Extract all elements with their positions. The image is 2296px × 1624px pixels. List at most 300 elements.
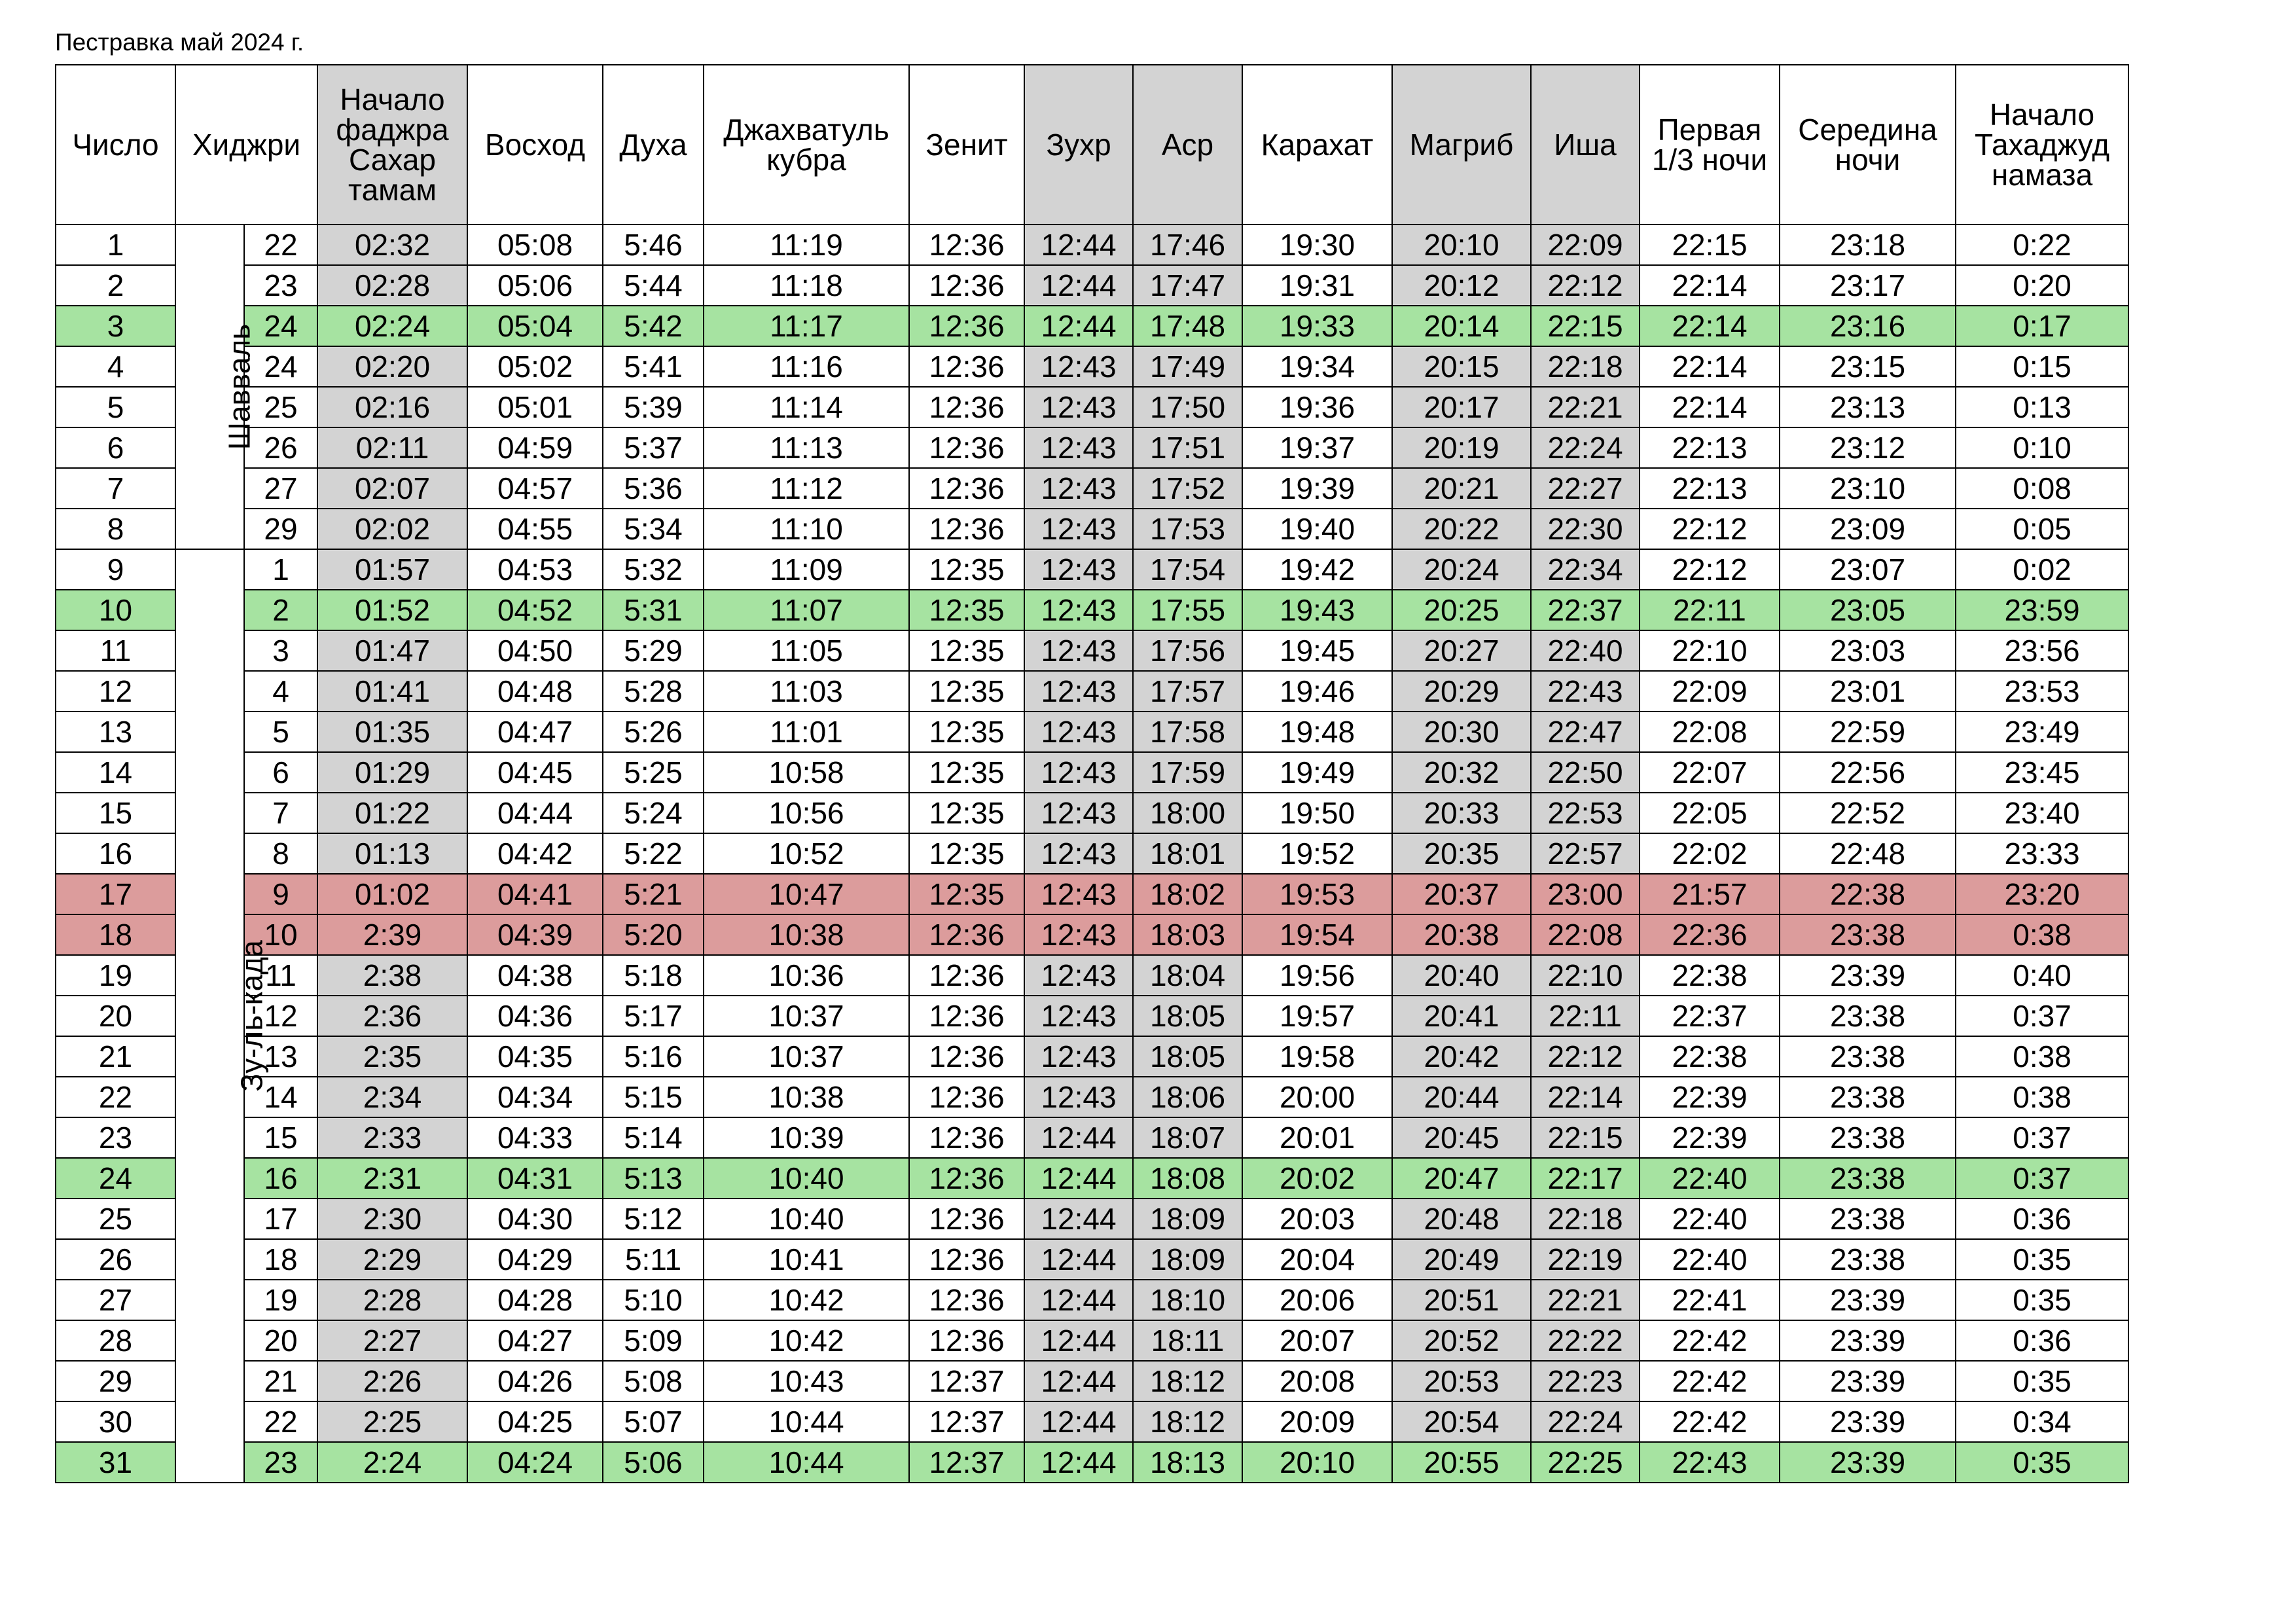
cell-duha: 5:20 [603, 914, 704, 955]
cell-zuhr: 12:44 [1024, 1442, 1133, 1483]
cell-hijri: 24 [244, 306, 317, 346]
cell-zenith: 12:36 [909, 1117, 1024, 1158]
table-row [56, 1117, 2128, 1158]
cell-midnight: 23:39 [1780, 1361, 1956, 1401]
cell-midnight: 23:39 [1780, 1280, 1956, 1320]
cell-duha: 5:21 [603, 874, 704, 914]
cell-fajr: 2:26 [317, 1361, 467, 1401]
cell-day: 8 [56, 509, 175, 549]
table-body [56, 225, 2128, 1483]
cell-sunrise: 04:53 [467, 549, 603, 590]
cell-hijri: 5 [244, 712, 317, 752]
cell-dzhahvatul: 10:39 [704, 1117, 909, 1158]
cell-first-third: 22:12 [1640, 549, 1780, 590]
cell-karahat: 19:45 [1242, 630, 1392, 671]
cell-midnight: 23:38 [1780, 1077, 1956, 1117]
header-row [56, 65, 2128, 225]
cell-zenith: 12:35 [909, 793, 1024, 833]
cell-karahat: 19:52 [1242, 833, 1392, 874]
cell-maghrib: 20:30 [1392, 712, 1531, 752]
cell-duha: 5:24 [603, 793, 704, 833]
cell-midnight: 22:48 [1780, 833, 1956, 874]
cell-fajr: 01:13 [317, 833, 467, 874]
cell-zuhr: 12:43 [1024, 874, 1133, 914]
cell-tahajjud: 0:22 [1956, 225, 2128, 265]
cell-duha: 5:26 [603, 712, 704, 752]
cell-midnight: 22:56 [1780, 752, 1956, 793]
cell-zenith: 12:35 [909, 630, 1024, 671]
table-row [56, 225, 2128, 265]
cell-tahajjud: 0:08 [1956, 468, 2128, 509]
cell-day: 17 [56, 874, 175, 914]
cell-dzhahvatul: 10:37 [704, 1036, 909, 1077]
cell-first-third: 22:42 [1640, 1361, 1780, 1401]
cell-hijri: 26 [244, 427, 317, 468]
cell-duha: 5:41 [603, 346, 704, 387]
cell-hijri: 25 [244, 387, 317, 427]
cell-isha: 22:37 [1531, 590, 1640, 630]
cell-zuhr: 12:43 [1024, 387, 1133, 427]
cell-duha: 5:17 [603, 996, 704, 1036]
cell-hijri: 21 [244, 1361, 317, 1401]
cell-tahajjud: 0:02 [1956, 549, 2128, 590]
table-row [56, 712, 2128, 752]
cell-dzhahvatul: 10:41 [704, 1239, 909, 1280]
cell-zuhr: 12:44 [1024, 1117, 1133, 1158]
cell-tahajjud: 0:37 [1956, 1117, 2128, 1158]
cell-dzhahvatul: 11:09 [704, 549, 909, 590]
cell-sunrise: 04:33 [467, 1117, 603, 1158]
hijri-month-name: Зу-ль-када [234, 940, 269, 1092]
cell-first-third: 22:13 [1640, 468, 1780, 509]
cell-karahat: 20:06 [1242, 1280, 1392, 1320]
cell-tahajjud: 0:35 [1956, 1442, 2128, 1483]
cell-fajr: 2:30 [317, 1199, 467, 1239]
hijri-month-cell [175, 549, 269, 1483]
cell-karahat: 19:46 [1242, 671, 1392, 712]
cell-dzhahvatul: 10:44 [704, 1442, 909, 1483]
cell-maghrib: 20:12 [1392, 265, 1531, 306]
cell-isha: 22:14 [1531, 1077, 1640, 1117]
cell-asr: 18:05 [1133, 996, 1242, 1036]
header-sunrise: Восход [467, 65, 603, 225]
cell-isha: 23:00 [1531, 874, 1640, 914]
cell-midnight: 22:52 [1780, 793, 1956, 833]
cell-first-third: 22:36 [1640, 914, 1780, 955]
cell-duha: 5:44 [603, 265, 704, 306]
cell-tahajjud: 0:36 [1956, 1199, 2128, 1239]
cell-isha: 22:34 [1531, 549, 1640, 590]
table-row [56, 1401, 2128, 1442]
cell-tahajjud: 0:35 [1956, 1239, 2128, 1280]
cell-zuhr: 12:43 [1024, 914, 1133, 955]
cell-hijri: 7 [244, 793, 317, 833]
table-row [56, 996, 2128, 1036]
cell-fajr: 01:02 [317, 874, 467, 914]
cell-fajr: 02:02 [317, 509, 467, 549]
cell-isha: 22:57 [1531, 833, 1640, 874]
cell-duha: 5:10 [603, 1280, 704, 1320]
cell-isha: 22:25 [1531, 1442, 1640, 1483]
cell-day: 24 [56, 1158, 175, 1199]
cell-karahat: 19:30 [1242, 225, 1392, 265]
cell-tahajjud: 0:38 [1956, 1036, 2128, 1077]
cell-maghrib: 20:45 [1392, 1117, 1531, 1158]
cell-tahajjud: 0:37 [1956, 996, 2128, 1036]
cell-fajr: 2:39 [317, 914, 467, 955]
cell-day: 15 [56, 793, 175, 833]
cell-maghrib: 20:33 [1392, 793, 1531, 833]
cell-midnight: 23:03 [1780, 630, 1956, 671]
cell-karahat: 20:04 [1242, 1239, 1392, 1280]
table-row [56, 914, 2128, 955]
cell-sunrise: 04:26 [467, 1361, 603, 1401]
cell-sunrise: 04:44 [467, 793, 603, 833]
cell-maghrib: 20:19 [1392, 427, 1531, 468]
cell-isha: 22:30 [1531, 509, 1640, 549]
cell-tahajjud: 23:59 [1956, 590, 2128, 630]
header-zenith: Зенит [909, 65, 1024, 225]
cell-isha: 22:09 [1531, 225, 1640, 265]
cell-karahat: 19:36 [1242, 387, 1392, 427]
table-row [56, 1320, 2128, 1361]
cell-day: 23 [56, 1117, 175, 1158]
cell-duha: 5:08 [603, 1361, 704, 1401]
cell-duha: 5:32 [603, 549, 704, 590]
cell-zuhr: 12:43 [1024, 1036, 1133, 1077]
header-fajr: Начало фаджра Сахар тамам [317, 65, 467, 225]
cell-fajr: 02:11 [317, 427, 467, 468]
cell-dzhahvatul: 10:38 [704, 1077, 909, 1117]
cell-fajr: 02:32 [317, 225, 467, 265]
cell-fajr: 01:47 [317, 630, 467, 671]
cell-fajr: 2:28 [317, 1280, 467, 1320]
cell-duha: 5:16 [603, 1036, 704, 1077]
cell-isha: 22:43 [1531, 671, 1640, 712]
cell-sunrise: 05:08 [467, 225, 603, 265]
cell-first-third: 22:08 [1640, 712, 1780, 752]
cell-fajr: 2:38 [317, 955, 467, 996]
table-row [56, 1280, 2128, 1320]
cell-dzhahvatul: 11:18 [704, 265, 909, 306]
cell-maghrib: 20:41 [1392, 996, 1531, 1036]
header-zuhr: Зухр [1024, 65, 1133, 225]
cell-zenith: 12:35 [909, 752, 1024, 793]
cell-asr: 17:57 [1133, 671, 1242, 712]
cell-zuhr: 12:44 [1024, 265, 1133, 306]
cell-karahat: 20:00 [1242, 1077, 1392, 1117]
cell-zenith: 12:36 [909, 387, 1024, 427]
header-hijri: Хиджри [175, 65, 317, 225]
cell-duha: 5:36 [603, 468, 704, 509]
cell-hijri: 15 [244, 1117, 317, 1158]
cell-fajr: 2:27 [317, 1320, 467, 1361]
cell-hijri: 12 [244, 996, 317, 1036]
cell-isha: 22:18 [1531, 1199, 1640, 1239]
cell-day: 29 [56, 1361, 175, 1401]
cell-zuhr: 12:43 [1024, 427, 1133, 468]
cell-hijri: 22 [244, 1401, 317, 1442]
cell-fajr: 2:24 [317, 1442, 467, 1483]
cell-isha: 22:12 [1531, 265, 1640, 306]
cell-tahajjud: 23:53 [1956, 671, 2128, 712]
cell-sunrise: 04:27 [467, 1320, 603, 1361]
cell-maghrib: 20:35 [1392, 833, 1531, 874]
cell-karahat: 19:40 [1242, 509, 1392, 549]
cell-asr: 18:02 [1133, 874, 1242, 914]
cell-isha: 22:40 [1531, 630, 1640, 671]
cell-maghrib: 20:17 [1392, 387, 1531, 427]
cell-asr: 18:01 [1133, 833, 1242, 874]
cell-dzhahvatul: 11:14 [704, 387, 909, 427]
cell-asr: 18:12 [1133, 1401, 1242, 1442]
cell-sunrise: 04:59 [467, 427, 603, 468]
cell-first-third: 22:09 [1640, 671, 1780, 712]
cell-sunrise: 04:57 [467, 468, 603, 509]
cell-dzhahvatul: 10:40 [704, 1199, 909, 1239]
cell-duha: 5:15 [603, 1077, 704, 1117]
cell-isha: 22:15 [1531, 306, 1640, 346]
cell-asr: 17:56 [1133, 630, 1242, 671]
cell-midnight: 23:09 [1780, 509, 1956, 549]
cell-midnight: 23:17 [1780, 265, 1956, 306]
cell-day: 19 [56, 955, 175, 996]
cell-maghrib: 20:52 [1392, 1320, 1531, 1361]
cell-isha: 22:24 [1531, 1401, 1640, 1442]
cell-zenith: 12:36 [909, 265, 1024, 306]
cell-maghrib: 20:22 [1392, 509, 1531, 549]
cell-sunrise: 04:30 [467, 1199, 603, 1239]
cell-duha: 5:12 [603, 1199, 704, 1239]
cell-first-third: 22:40 [1640, 1199, 1780, 1239]
cell-zenith: 12:36 [909, 1036, 1024, 1077]
cell-tahajjud: 23:20 [1956, 874, 2128, 914]
cell-day: 7 [56, 468, 175, 509]
cell-dzhahvatul: 10:58 [704, 752, 909, 793]
cell-midnight: 23:18 [1780, 225, 1956, 265]
cell-asr: 18:13 [1133, 1442, 1242, 1483]
cell-day: 12 [56, 671, 175, 712]
cell-tahajjud: 23:49 [1956, 712, 2128, 752]
cell-first-third: 22:10 [1640, 630, 1780, 671]
cell-zenith: 12:36 [909, 914, 1024, 955]
cell-tahajjud: 0:34 [1956, 1401, 2128, 1442]
cell-zenith: 12:37 [909, 1442, 1024, 1483]
cell-fajr: 01:29 [317, 752, 467, 793]
cell-duha: 5:28 [603, 671, 704, 712]
header-day: Число [56, 65, 175, 225]
table-row [56, 468, 2128, 509]
cell-zenith: 12:36 [909, 1199, 1024, 1239]
cell-isha: 22:19 [1531, 1239, 1640, 1280]
page-title: Пестравка май 2024 г. [55, 29, 304, 56]
cell-asr: 17:58 [1133, 712, 1242, 752]
cell-asr: 18:03 [1133, 914, 1242, 955]
cell-asr: 17:50 [1133, 387, 1242, 427]
cell-isha: 22:10 [1531, 955, 1640, 996]
cell-asr: 17:52 [1133, 468, 1242, 509]
cell-midnight: 23:05 [1780, 590, 1956, 630]
cell-zuhr: 12:43 [1024, 671, 1133, 712]
cell-first-third: 22:38 [1640, 1036, 1780, 1077]
cell-sunrise: 04:28 [467, 1280, 603, 1320]
cell-first-third: 22:05 [1640, 793, 1780, 833]
cell-first-third: 22:12 [1640, 509, 1780, 549]
cell-isha: 22:47 [1531, 712, 1640, 752]
cell-maghrib: 20:54 [1392, 1401, 1531, 1442]
header-dzhahvatul: Джахватуль кубра [704, 65, 909, 225]
cell-karahat: 19:57 [1242, 996, 1392, 1036]
cell-isha: 22:17 [1531, 1158, 1640, 1199]
cell-first-third: 22:14 [1640, 387, 1780, 427]
cell-zenith: 12:35 [909, 833, 1024, 874]
cell-karahat: 20:08 [1242, 1361, 1392, 1401]
cell-zenith: 12:36 [909, 1320, 1024, 1361]
cell-day: 21 [56, 1036, 175, 1077]
cell-asr: 18:05 [1133, 1036, 1242, 1077]
cell-hijri: 1 [244, 549, 317, 590]
cell-sunrise: 04:38 [467, 955, 603, 996]
cell-dzhahvatul: 10:37 [704, 996, 909, 1036]
table-row [56, 346, 2128, 387]
table-row [56, 387, 2128, 427]
cell-tahajjud: 0:13 [1956, 387, 2128, 427]
cell-hijri: 8 [244, 833, 317, 874]
cell-day: 28 [56, 1320, 175, 1361]
cell-duha: 5:14 [603, 1117, 704, 1158]
cell-isha: 22:15 [1531, 1117, 1640, 1158]
cell-tahajjud: 0:10 [1956, 427, 2128, 468]
cell-dzhahvatul: 10:42 [704, 1280, 909, 1320]
table-row [56, 793, 2128, 833]
cell-dzhahvatul: 10:52 [704, 833, 909, 874]
cell-zenith: 12:35 [909, 712, 1024, 752]
cell-hijri: 29 [244, 509, 317, 549]
cell-sunrise: 04:48 [467, 671, 603, 712]
hijri-month-name: Шавваль [222, 323, 257, 450]
cell-sunrise: 04:39 [467, 914, 603, 955]
cell-zuhr: 12:44 [1024, 306, 1133, 346]
table-row [56, 630, 2128, 671]
cell-karahat: 20:02 [1242, 1158, 1392, 1199]
cell-fajr: 01:35 [317, 712, 467, 752]
cell-sunrise: 04:55 [467, 509, 603, 549]
cell-sunrise: 05:04 [467, 306, 603, 346]
cell-zuhr: 12:43 [1024, 1077, 1133, 1117]
cell-first-third: 22:07 [1640, 752, 1780, 793]
cell-karahat: 20:09 [1242, 1401, 1392, 1442]
cell-asr: 18:00 [1133, 793, 1242, 833]
cell-karahat: 20:03 [1242, 1199, 1392, 1239]
table-row [56, 1036, 2128, 1077]
cell-fajr: 01:52 [317, 590, 467, 630]
cell-isha: 22:53 [1531, 793, 1640, 833]
cell-karahat: 20:01 [1242, 1117, 1392, 1158]
cell-karahat: 20:10 [1242, 1442, 1392, 1483]
cell-maghrib: 20:10 [1392, 225, 1531, 265]
cell-fajr: 02:20 [317, 346, 467, 387]
table-row [56, 306, 2128, 346]
cell-dzhahvatul: 10:40 [704, 1158, 909, 1199]
cell-day: 14 [56, 752, 175, 793]
cell-zenith: 12:35 [909, 549, 1024, 590]
cell-dzhahvatul: 11:07 [704, 590, 909, 630]
cell-maghrib: 20:48 [1392, 1199, 1531, 1239]
cell-zenith: 12:36 [909, 225, 1024, 265]
cell-sunrise: 04:45 [467, 752, 603, 793]
table-row [56, 752, 2128, 793]
cell-midnight: 23:39 [1780, 1320, 1956, 1361]
cell-asr: 17:53 [1133, 509, 1242, 549]
cell-first-third: 22:38 [1640, 955, 1780, 996]
cell-day: 13 [56, 712, 175, 752]
cell-day: 10 [56, 590, 175, 630]
table-row [56, 1361, 2128, 1401]
cell-maghrib: 20:42 [1392, 1036, 1531, 1077]
cell-zenith: 12:36 [909, 346, 1024, 387]
cell-sunrise: 04:24 [467, 1442, 603, 1483]
cell-sunrise: 05:06 [467, 265, 603, 306]
cell-asr: 17:47 [1133, 265, 1242, 306]
cell-tahajjud: 23:45 [1956, 752, 2128, 793]
cell-isha: 22:21 [1531, 1280, 1640, 1320]
cell-zuhr: 12:43 [1024, 752, 1133, 793]
cell-asr: 17:55 [1133, 590, 1242, 630]
cell-fajr: 02:07 [317, 468, 467, 509]
cell-dzhahvatul: 10:42 [704, 1320, 909, 1361]
cell-duha: 5:39 [603, 387, 704, 427]
cell-first-third: 22:42 [1640, 1320, 1780, 1361]
table-row [56, 1077, 2128, 1117]
cell-maghrib: 20:32 [1392, 752, 1531, 793]
cell-hijri: 17 [244, 1199, 317, 1239]
cell-zuhr: 12:44 [1024, 1361, 1133, 1401]
cell-midnight: 22:59 [1780, 712, 1956, 752]
cell-midnight: 23:38 [1780, 1239, 1956, 1280]
table-row [56, 549, 2128, 590]
cell-dzhahvatul: 11:01 [704, 712, 909, 752]
cell-dzhahvatul: 11:13 [704, 427, 909, 468]
cell-zuhr: 12:43 [1024, 712, 1133, 752]
cell-asr: 17:51 [1133, 427, 1242, 468]
cell-dzhahvatul: 11:10 [704, 509, 909, 549]
cell-zenith: 12:37 [909, 1401, 1024, 1442]
cell-day: 1 [56, 225, 175, 265]
cell-asr: 18:04 [1133, 955, 1242, 996]
cell-zuhr: 12:44 [1024, 1158, 1133, 1199]
cell-hijri: 3 [244, 630, 317, 671]
cell-karahat: 19:31 [1242, 265, 1392, 306]
cell-first-third: 22:43 [1640, 1442, 1780, 1483]
cell-midnight: 23:38 [1780, 1158, 1956, 1199]
cell-midnight: 23:07 [1780, 549, 1956, 590]
cell-day: 6 [56, 427, 175, 468]
header-midnight: Середина ночи [1780, 65, 1956, 225]
cell-first-third: 22:40 [1640, 1239, 1780, 1280]
cell-duha: 5:11 [603, 1239, 704, 1280]
cell-duha: 5:31 [603, 590, 704, 630]
cell-maghrib: 20:27 [1392, 630, 1531, 671]
cell-karahat: 19:54 [1242, 914, 1392, 955]
cell-hijri: 19 [244, 1280, 317, 1320]
cell-fajr: 2:36 [317, 996, 467, 1036]
cell-zuhr: 12:43 [1024, 509, 1133, 549]
cell-first-third: 22:13 [1640, 427, 1780, 468]
cell-isha: 22:22 [1531, 1320, 1640, 1361]
header-tahajjud: Начало Тахаджуд намаза [1956, 65, 2128, 225]
cell-asr: 17:59 [1133, 752, 1242, 793]
cell-first-third: 21:57 [1640, 874, 1780, 914]
